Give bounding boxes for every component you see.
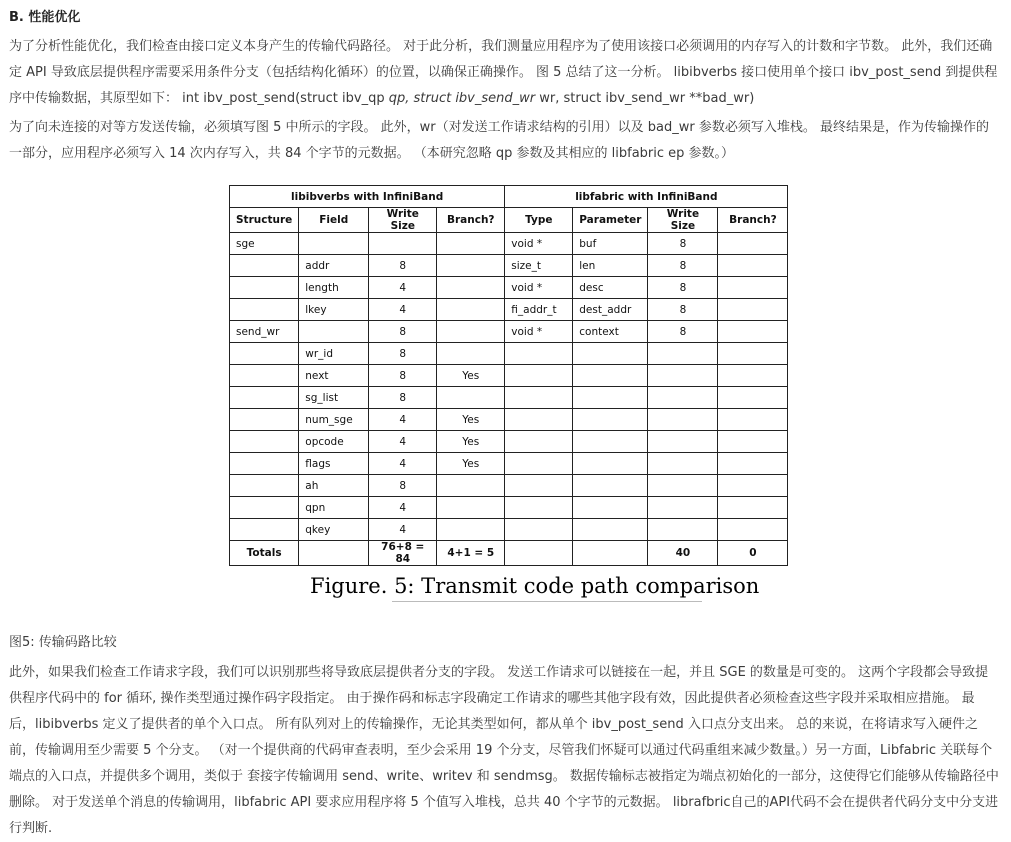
paragraph-2: 为了向未连接的对等方发送传输，必须填写图 5 中所示的字段。 此外，wr（对发送工作请求结构的引用）以及 bad_wr 参数必须写入堆栈。 最终结果是，作为传输操作的一部分，应用程序必须写入 14 次内存写入，共 84 个字节的元数据。 （本研究忽略 qp 参数及其相应的 libfabric ep 参数。） <box>9 120 989 161</box>
totals-row <box>230 541 788 566</box>
table-cell: 8 <box>369 255 437 277</box>
table-cell <box>437 387 505 409</box>
table-row <box>230 277 788 299</box>
table-cell <box>505 365 573 387</box>
table-cell: qkey <box>299 519 369 541</box>
table-cell <box>437 475 505 497</box>
table-cell <box>437 497 505 519</box>
table-cell: length <box>299 277 369 299</box>
totals-cell: Totals <box>230 541 299 566</box>
table-cell <box>230 519 299 541</box>
paragraph-1-italic: qp, struct ibv_send_wr <box>388 91 536 106</box>
table-cell: buf <box>573 233 648 255</box>
table-cell: 8 <box>369 475 437 497</box>
paragraph-3: 此外，如果我们检查工作请求字段，我们可以识别那些将导致底层提供者分支的字段。 发送工作请求可以链接在一起，并且 SGE 的数量是可变的。 这两个字段都会导致提供程序代码中的 for 循环, 操作类型通过操作码字段指定。 由于操作码和标志字段确定工作请求的哪些其他字段有效，因此提供者必须检查这些字段并采取相应措施。 最后，libibverbs 定义了提供者的单个入口点。 所有队列对上的传输操作，无论其类型如何，都从单个 ibv_post_send 入口点分支出来。 总的来说，在将请求写入硬件之前，传输调用至少需要 5 个分支。 （对一个提供商的代码审查表明，至少会采用 19 个分支，尽管我们怀疑可以通过代码重组来减少数量。）另一方面，Libfabric 关联每个端点的入口点，并提供多个调用，类似于 套接字传输调用 send、write、writev 和 sendmsg。 数据传输标志被指定为端点初始化的一部分，这使得它们能够从传输路径中删除。 对于发送单个消息的传输调用，libfabric API 要求应用程序将 5 个值写入堆栈，总共 40 个字节的元数据。 librafbric自己的API代码不会在提供者代码分支中分支进行判断. <box>9 665 999 836</box>
comparison-table <box>229 185 788 566</box>
table-cell <box>573 409 648 431</box>
table-cell: dest_addr <box>573 299 648 321</box>
table-cell <box>505 431 573 453</box>
table-cell: desc <box>573 277 648 299</box>
table-cell <box>648 343 718 365</box>
table-cell: next <box>299 365 369 387</box>
table-cell <box>230 387 299 409</box>
table-cell: send_wr <box>230 321 299 343</box>
table-cell <box>718 409 788 431</box>
table-cell <box>437 343 505 365</box>
table-cell <box>573 519 648 541</box>
table-row <box>230 343 788 365</box>
table-cell <box>230 343 299 365</box>
table-cell: 4 <box>369 277 437 299</box>
table-cell <box>230 409 299 431</box>
table-row <box>230 475 788 497</box>
totals-cell <box>573 541 648 566</box>
table-cell <box>718 453 788 475</box>
table-cell: 4 <box>369 453 437 475</box>
table-cell: qpn <box>299 497 369 519</box>
column-header: Structure <box>230 208 299 233</box>
table-cell: void * <box>505 321 573 343</box>
table-cell: len <box>573 255 648 277</box>
table-cell <box>505 453 573 475</box>
totals-cell: 76+8 = 84 <box>369 541 437 566</box>
totals-cell <box>505 541 573 566</box>
table-cell <box>648 387 718 409</box>
table-cell <box>648 519 718 541</box>
table-cell <box>369 233 437 255</box>
table-cell: flags <box>299 453 369 475</box>
table-cell <box>230 277 299 299</box>
table-cell: opcode <box>299 431 369 453</box>
table-cell: 8 <box>648 277 718 299</box>
table-cell: 4 <box>369 431 437 453</box>
table-cell <box>573 475 648 497</box>
table-row <box>230 299 788 321</box>
table-cell <box>718 475 788 497</box>
table-cell: Yes <box>437 431 505 453</box>
table-cell: Yes <box>437 453 505 475</box>
figure-caption-chinese: 图5: 传输码路比较 <box>9 635 117 650</box>
table-cell <box>505 343 573 365</box>
table-cell <box>718 519 788 541</box>
table-cell <box>299 321 369 343</box>
table-body <box>230 233 788 566</box>
table-cell <box>573 365 648 387</box>
group-header-libibverbs: libibverbs with InfiniBand <box>230 186 505 208</box>
table-cell <box>718 321 788 343</box>
table-cell <box>718 387 788 409</box>
table-cell <box>230 255 299 277</box>
table-group-header-row <box>230 186 788 208</box>
table-cell <box>573 431 648 453</box>
table-cell: 4 <box>369 409 437 431</box>
table-cell <box>437 519 505 541</box>
column-header: Type <box>505 208 573 233</box>
table-header-row <box>230 208 788 233</box>
table-cell: ah <box>299 475 369 497</box>
table-cell <box>505 519 573 541</box>
table-cell <box>230 299 299 321</box>
column-header: Parameter <box>573 208 648 233</box>
table-cell: 8 <box>369 387 437 409</box>
table-cell <box>573 453 648 475</box>
table-cell: size_t <box>505 255 573 277</box>
table-cell: 8 <box>369 343 437 365</box>
table-cell <box>573 497 648 519</box>
section-heading: B. 性能优化 <box>9 10 81 25</box>
table-row <box>230 255 788 277</box>
table-row <box>230 387 788 409</box>
table-cell <box>718 497 788 519</box>
table-cell <box>718 277 788 299</box>
table-cell <box>230 497 299 519</box>
table-cell <box>648 497 718 519</box>
table-cell <box>505 409 573 431</box>
table-cell: context <box>573 321 648 343</box>
caption-underline <box>392 601 702 602</box>
table-cell: 8 <box>648 233 718 255</box>
table-cell: 8 <box>648 255 718 277</box>
table-cell: 4 <box>369 299 437 321</box>
paragraph-1-tail: wr, struct ibv_send_wr **bad_wr) <box>535 91 755 106</box>
table-cell: 4 <box>369 519 437 541</box>
table-cell: 8 <box>369 365 437 387</box>
table-cell <box>648 453 718 475</box>
table-cell <box>718 343 788 365</box>
table-cell <box>299 233 369 255</box>
column-header: Write Size <box>369 208 437 233</box>
table-cell: num_sge <box>299 409 369 431</box>
comparison-figure <box>229 185 788 566</box>
table-cell: Yes <box>437 365 505 387</box>
table-cell <box>437 277 505 299</box>
totals-cell: 40 <box>648 541 718 566</box>
totals-cell <box>299 541 369 566</box>
table-row <box>230 365 788 387</box>
paragraph-1-text: 为了分析性能优化，我们检查由接口定义本身产生的传输代码路径。 对于此分析，我们测量应用程序为了使用该接口必须调用的内存写入的计数和字节数。 此外，我们还确定 API 导致底层提供程序需要采用条件分支（包括结构化循环）的位置，以确保正确操作。 图 5 总结了这一分析。 libibverbs 接口使用单个接口 ibv_post_send 到提供程序中传输数据，其原型如下： int ibv_post_send(struct ibv_qp <box>9 39 998 106</box>
table-cell <box>718 299 788 321</box>
table-cell: void * <box>505 233 573 255</box>
table-cell <box>437 255 505 277</box>
table-cell <box>648 475 718 497</box>
column-header: Write Size <box>648 208 718 233</box>
table-cell <box>230 453 299 475</box>
table-row <box>230 431 788 453</box>
totals-cell: 4+1 = 5 <box>437 541 505 566</box>
table-cell: addr <box>299 255 369 277</box>
table-cell <box>718 233 788 255</box>
table-cell <box>718 365 788 387</box>
table-row <box>230 453 788 475</box>
table-cell <box>573 343 648 365</box>
column-header: Branch? <box>718 208 788 233</box>
table-row <box>230 497 788 519</box>
table-cell <box>648 431 718 453</box>
table-cell: 8 <box>648 321 718 343</box>
table-cell: 4 <box>369 497 437 519</box>
column-header: Branch? <box>437 208 505 233</box>
table-cell <box>437 299 505 321</box>
table-cell: sg_list <box>299 387 369 409</box>
table-cell: wr_id <box>299 343 369 365</box>
table-cell <box>505 387 573 409</box>
table-row <box>230 519 788 541</box>
table-cell: 8 <box>648 299 718 321</box>
figure-caption: Figure. 5: Transmit code path comparison <box>310 574 760 598</box>
column-header: Field <box>299 208 369 233</box>
table-cell: sge <box>230 233 299 255</box>
totals-cell: 0 <box>718 541 788 566</box>
paragraph-1 <box>9 34 999 112</box>
table-cell: void * <box>505 277 573 299</box>
table-cell: 8 <box>369 321 437 343</box>
table-cell <box>230 365 299 387</box>
table-cell <box>718 431 788 453</box>
table-cell: lkey <box>299 299 369 321</box>
table-row <box>230 409 788 431</box>
table-cell <box>437 321 505 343</box>
table-cell <box>648 365 718 387</box>
group-header-libfabric: libfabric with InfiniBand <box>505 186 788 208</box>
table-row <box>230 321 788 343</box>
table-row <box>230 233 788 255</box>
table-cell <box>573 387 648 409</box>
table-cell <box>648 409 718 431</box>
table-cell: fi_addr_t <box>505 299 573 321</box>
table-cell: Yes <box>437 409 505 431</box>
table-cell <box>718 255 788 277</box>
table-cell <box>505 497 573 519</box>
table-cell <box>230 431 299 453</box>
table-cell <box>437 233 505 255</box>
table-cell <box>505 475 573 497</box>
table-cell <box>230 475 299 497</box>
